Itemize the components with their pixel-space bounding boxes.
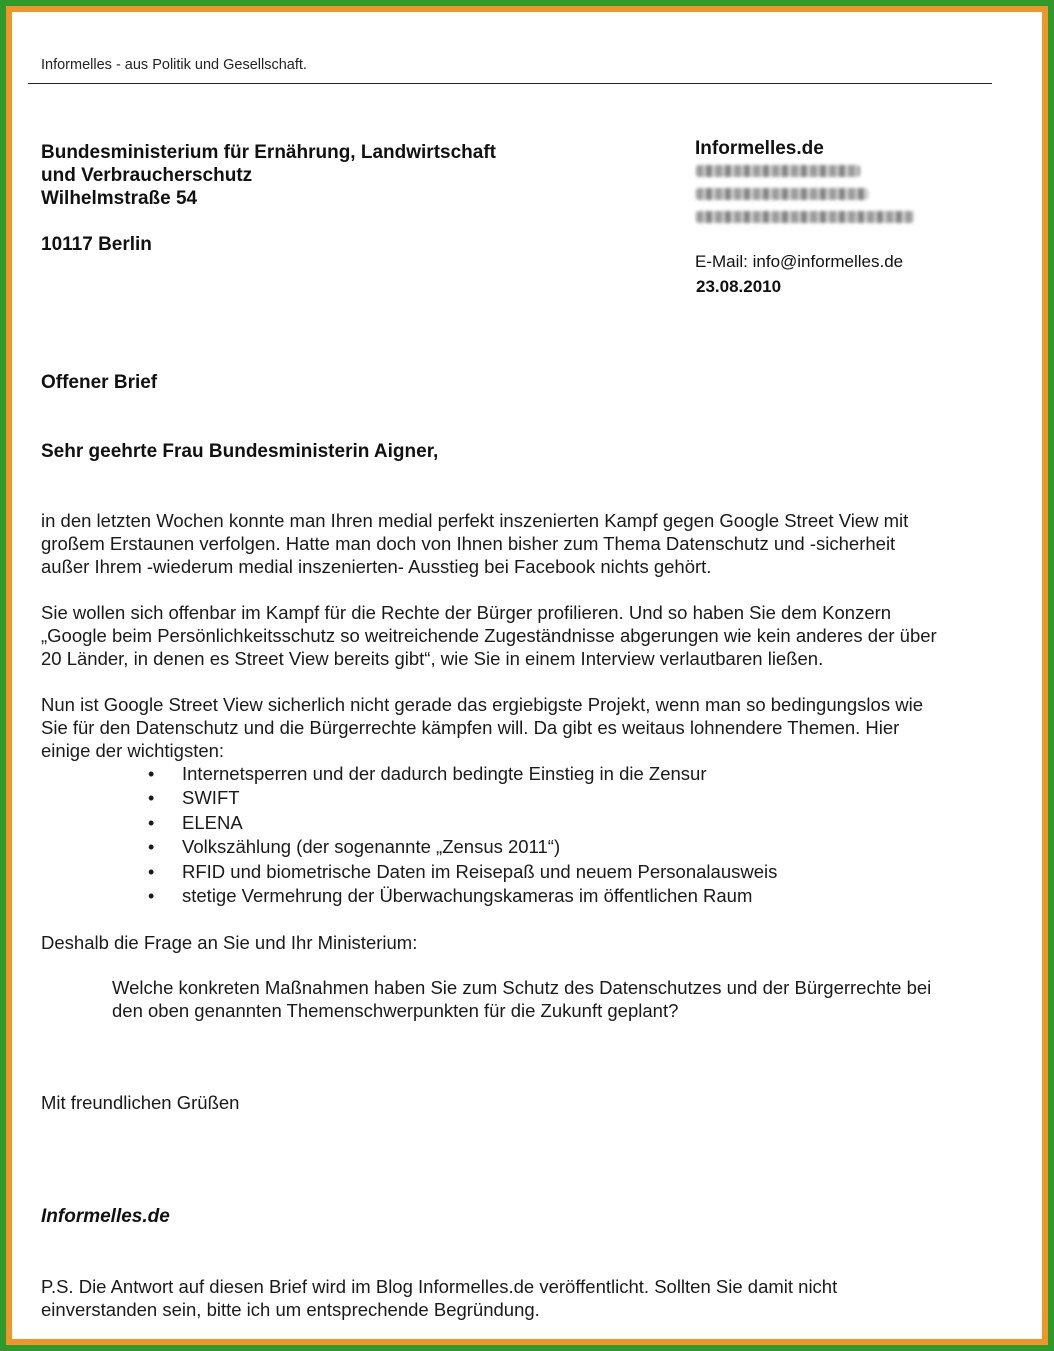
topic-text: stetige Vermehrung der Überwachungskameras im öffentlichen Raum <box>182 884 753 906</box>
list-item <box>145 786 777 810</box>
closing: Mit freundlichen Grüßen <box>41 1092 240 1113</box>
question-block <box>112 976 931 1022</box>
question-line: Welche konkreten Maßnahmen haben Sie zum Schutz des Datenschutzes und der Bürgerrechte bei <box>112 977 932 998</box>
paragraph-line: außer Ihrem -wiederum medial inszenierten- Ausstieg bei Facebook nichts gehört. <box>41 556 712 577</box>
salutation: Sehr geehrte Frau Bundesministerin Aigner, <box>41 441 439 462</box>
bullet-icon: • <box>148 837 155 858</box>
subject-heading: Offener Brief <box>41 372 158 393</box>
redacted-sender-line <box>696 211 914 223</box>
paragraph-line: Sie für den Datenschutz und die Bürgerrechte kämpfen will. Da gibt es weitaus lohnendere Themen. Hier <box>41 717 900 738</box>
paragraph-line: einige der wichtigsten: <box>41 740 225 761</box>
postscript <box>41 1275 837 1321</box>
paragraph-line: großem Erstaunen verfolgen. Hatte man doch von Ihnen bisher zum Thema Datenschutz und -sicherheit <box>41 533 896 554</box>
paragraph-line: „Google beim Persönlichkeitsschutz so weitreichende Zugeständnisse abgerungen wie kein anderes der über <box>41 625 937 646</box>
bullet-icon: • <box>148 812 155 833</box>
postscript-line: P.S. Die Antwort auf diesen Brief wird im Blog Informelles.de veröffentlicht. Sollten Sie damit nicht <box>41 1276 838 1297</box>
letter-header: Informelles - aus Politik und Gesellschaft. <box>41 57 307 73</box>
bullet-icon: • <box>148 861 155 882</box>
list-item <box>145 811 777 835</box>
paragraph-1 <box>41 509 908 578</box>
paragraph-2 <box>41 601 937 670</box>
recipient-address <box>41 141 496 210</box>
sender-email: E-Mail: info@informelles.de <box>695 252 904 271</box>
redacted-sender-line <box>696 165 860 177</box>
bullet-icon: • <box>148 764 155 784</box>
topic-list <box>145 762 777 908</box>
topic-text: SWIFT <box>182 787 240 809</box>
signature: Informelles.de <box>41 1206 170 1227</box>
postscript-line: einverstanden sein, bitte ich um entsprechende Begründung. <box>41 1299 540 1320</box>
paragraph-line: 20 Länder, in denen es Street View bereits gibt“, wie Sie in einem Interview verlautbaren ließen. <box>41 648 824 669</box>
topic-text: Internetsperren und der dadurch bedingte Einstieg in die Zensur <box>182 763 707 784</box>
bullet-icon: • <box>148 788 155 809</box>
recipient-line: Wilhelmstraße 54 <box>41 188 198 209</box>
redacted-sender-line <box>696 188 868 200</box>
list-item <box>145 835 777 859</box>
list-item <box>145 762 777 786</box>
topic-text: RFID und biometrische Daten im Reisepaß und neuem Personalausweis <box>182 860 778 882</box>
topic-text: ELENA <box>182 811 243 833</box>
list-item <box>145 860 777 884</box>
recipient-city: 10117 Berlin <box>41 234 152 255</box>
bullet-icon: • <box>148 885 155 906</box>
question-intro: Deshalb die Frage an Sie und Ihr Ministerium: <box>41 932 418 953</box>
paragraph-line: Nun ist Google Street View sicherlich nicht gerade das ergiebigste Projekt, wenn man so bedingungslos wie <box>41 694 923 715</box>
list-item <box>145 884 777 908</box>
paragraph-line: in den letzten Wochen konnte man Ihren medial perfekt inszenierten Kampf gegen Google Street View mit <box>41 510 909 531</box>
paragraph-3 <box>41 693 923 762</box>
paragraph-line: Sie wollen sich offenbar im Kampf für die Rechte der Bürger profilieren. Und so haben Sie dem Konzern <box>41 602 892 623</box>
header-divider <box>28 83 992 84</box>
recipient-line: und Verbraucherschutz <box>41 165 253 186</box>
question-line: den oben genannten Themenschwerpunkten für die Zukunft geplant? <box>112 1000 679 1021</box>
topic-text: Volkszählung (der sogenannte „Zensus 2011“) <box>182 836 561 858</box>
recipient-line: Bundesministerium für Ernährung, Landwirtschaft <box>41 142 496 163</box>
letter-date: 23.08.2010 <box>696 277 782 296</box>
sender-name: Informelles.de <box>695 138 824 159</box>
